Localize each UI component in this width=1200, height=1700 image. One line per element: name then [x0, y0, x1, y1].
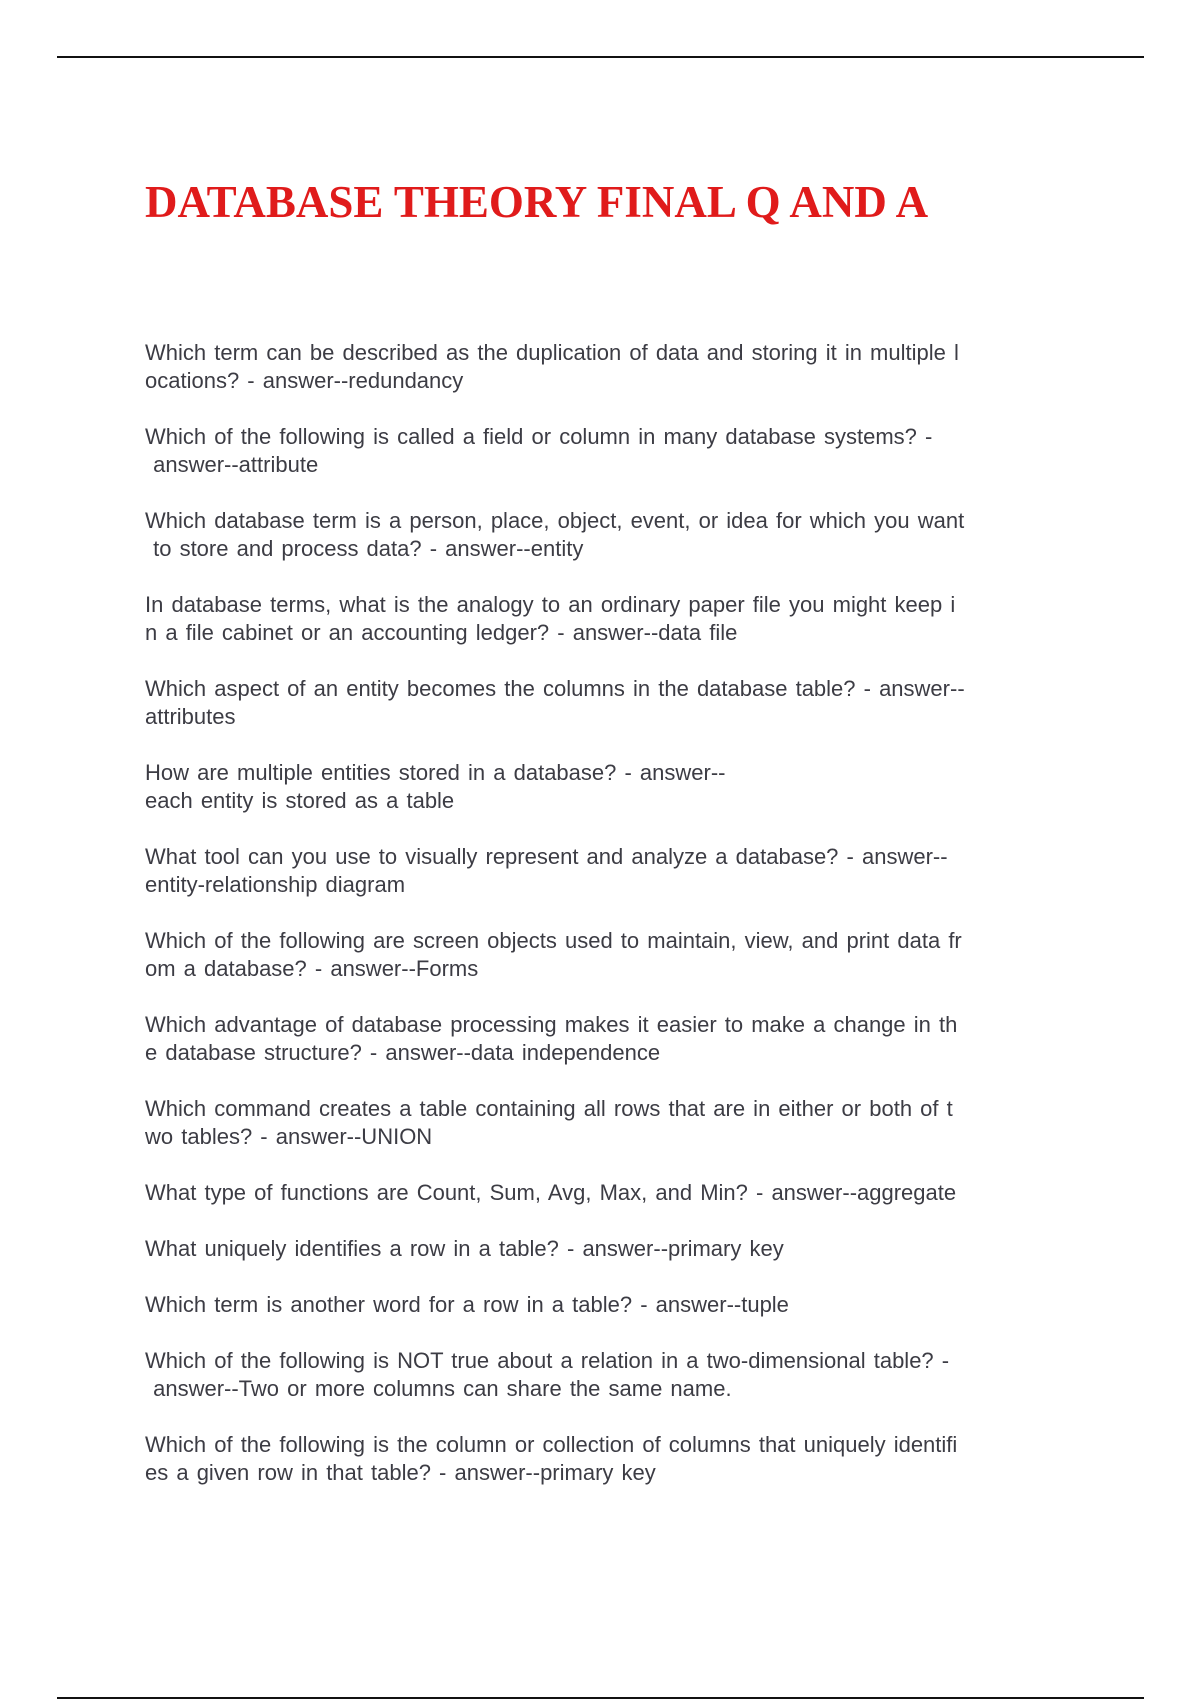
- top-rule: [57, 56, 1144, 58]
- qa-line: e database structure? - answer--data independence: [145, 1040, 661, 1065]
- qa-item: [145, 1235, 1055, 1263]
- qa-line: Which advantage of database processing makes it easier to make a change in th: [145, 1012, 958, 1037]
- document-title: DATABASE THEORY FINAL Q AND A: [145, 177, 929, 227]
- qa-line: answer--attribute: [145, 452, 319, 477]
- qa-line: n a file cabinet or an accounting ledger? - answer--data file: [145, 620, 738, 645]
- qa-line: om a database? - answer--Forms: [145, 956, 479, 981]
- qa-line: What uniquely identifies a row in a table? - answer--primary key: [145, 1236, 784, 1261]
- qa-line: What type of functions are Count, Sum, Avg, Max, and Min? - answer--aggregate: [145, 1180, 957, 1205]
- qa-line: wo tables? - answer--UNION: [145, 1124, 433, 1149]
- qa-line: Which aspect of an entity becomes the columns in the database table? - answer--: [145, 676, 965, 701]
- qa-item: [145, 1179, 1055, 1207]
- qa-line: es a given row in that table? - answer--primary key: [145, 1460, 656, 1485]
- qa-item: [145, 1095, 1055, 1151]
- qa-line: entity-relationship diagram: [145, 872, 406, 897]
- qa-item: [145, 507, 1055, 563]
- qa-line: attributes: [145, 704, 236, 729]
- qa-line: Which term can be described as the duplication of data and storing it in multiple l: [145, 340, 959, 365]
- bottom-rule: [57, 1697, 1144, 1699]
- qa-item: [145, 927, 1055, 983]
- qa-line: In database terms, what is the analogy to an ordinary paper file you might keep i: [145, 592, 956, 617]
- qa-item: [145, 591, 1055, 647]
- qa-item: [145, 423, 1055, 479]
- qa-item: [145, 1431, 1055, 1487]
- qa-line: ocations? - answer--redundancy: [145, 368, 464, 393]
- qa-list: [145, 339, 1055, 1515]
- qa-line: Which of the following is the column or collection of columns that uniquely identifi: [145, 1432, 958, 1457]
- qa-line: Which of the following is NOT true about a relation in a two-dimensional table? -: [145, 1348, 950, 1373]
- qa-line: answer--Two or more columns can share the same name.: [145, 1376, 732, 1401]
- qa-line: Which term is another word for a row in a table? - answer--tuple: [145, 1292, 789, 1317]
- qa-line: each entity is stored as a table: [145, 788, 455, 813]
- qa-line: How are multiple entities stored in a database? - answer--: [145, 760, 726, 785]
- qa-item: [145, 339, 1055, 395]
- qa-line: What tool can you use to visually represent and analyze a database? - answer--: [145, 844, 948, 869]
- qa-line: Which of the following is called a field or column in many database systems? -: [145, 424, 933, 449]
- qa-item: [145, 1347, 1055, 1403]
- qa-line: to store and process data? - answer--entity: [145, 536, 584, 561]
- qa-item: [145, 1011, 1055, 1067]
- qa-item: [145, 759, 1055, 815]
- qa-item: [145, 1291, 1055, 1319]
- qa-line: Which database term is a person, place, object, event, or idea for which you want: [145, 508, 965, 533]
- qa-item: [145, 843, 1055, 899]
- qa-item: [145, 675, 1055, 731]
- qa-line: Which command creates a table containing all rows that are in either or both of t: [145, 1096, 953, 1121]
- qa-line: Which of the following are screen objects used to maintain, view, and print data fr: [145, 928, 962, 953]
